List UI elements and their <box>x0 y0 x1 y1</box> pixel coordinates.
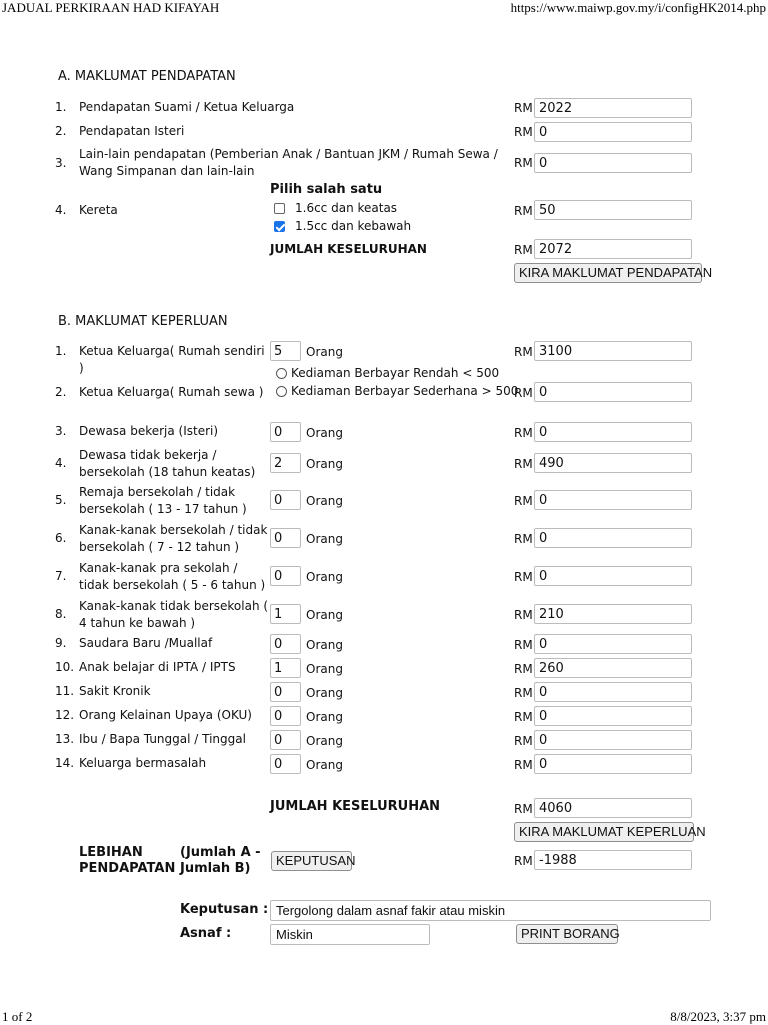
rm-label: RM <box>514 204 533 218</box>
rm-label: RM <box>514 156 533 170</box>
row-label: Kanak-kanak bersekolah / tidak bersekolah ( 7 - 12 tahun ) <box>79 523 268 554</box>
surplus-label: LEBIHAN PENDAPATAN <box>79 845 176 876</box>
rm-label: RM <box>514 345 533 359</box>
rent-option-2-label: Kediaman Berbayar Sederhana > 500 <box>291 384 519 398</box>
unit-label: Orang <box>306 734 343 748</box>
wife-income-input[interactable]: 0 <box>534 122 692 142</box>
row-label: Orang Kelainan Upaya (OKU) <box>79 708 252 722</box>
row-number: 13. <box>55 732 75 746</box>
unit-label: Orang <box>306 710 343 724</box>
row-label: Kanak-kanak tidak bersekolah ( 4 tahun ke bawah ) <box>79 599 269 630</box>
rm-label: RM <box>514 101 533 115</box>
row-number: 7. <box>55 569 67 583</box>
car-value-input[interactable]: 50 <box>534 200 692 220</box>
rm-label: RM <box>514 532 533 546</box>
rent-option-1-label: Kediaman Berbayar Rendah < 500 <box>291 366 500 380</box>
amount-input[interactable]: 0 <box>534 382 692 402</box>
amount-input[interactable]: 0 <box>534 730 692 750</box>
unit-label: Orang <box>306 532 343 546</box>
unit-label: Orang <box>306 570 343 584</box>
row-number: 2. <box>55 124 67 138</box>
row-label: Kereta <box>79 203 118 217</box>
unit-label: Orang <box>306 426 343 440</box>
rm-label: RM <box>514 426 533 440</box>
income-total-label: JUMLAH KESELURUHAN <box>270 242 427 256</box>
row-number: 10. <box>55 660 75 674</box>
row-label: Pendapatan Isteri <box>79 124 185 138</box>
unit-label: Orang <box>306 638 343 652</box>
section-b-title: B. MAKLUMAT KEPERLUAN <box>58 314 228 329</box>
row-label: Remaja bersekolah / tidak bersekolah ( 13 - 17 tahun ) <box>79 485 247 516</box>
quantity-input[interactable]: 0 <box>270 754 301 774</box>
rm-label: RM <box>514 243 533 257</box>
section-a-title: A. MAKLUMAT PENDAPATAN <box>58 69 236 84</box>
calc-income-button[interactable]: KIRA MAKLUMAT PENDAPATAN <box>514 263 702 283</box>
rm-label: RM <box>514 802 533 816</box>
car-choice-title: Pilih salah satu <box>270 182 383 197</box>
car-option-1-label: 1.6cc dan keatas <box>295 201 398 215</box>
quantity-input[interactable]: 5 <box>270 341 301 361</box>
amount-input[interactable]: 0 <box>534 422 692 442</box>
quantity-input[interactable]: 0 <box>270 528 301 548</box>
quantity-input[interactable]: 0 <box>270 682 301 702</box>
rm-label: RM <box>514 638 533 652</box>
unit-label: Orang <box>306 608 343 622</box>
amount-input[interactable]: 260 <box>534 658 692 678</box>
row-number: 12. <box>55 708 75 722</box>
quantity-input[interactable]: 2 <box>270 453 301 473</box>
amount-input[interactable]: 3100 <box>534 341 692 361</box>
row-number: 14. <box>55 756 75 770</box>
row-number: 6. <box>55 531 67 545</box>
amount-input[interactable]: 0 <box>534 682 692 702</box>
unit-label: Orang <box>306 345 343 359</box>
quantity-input[interactable]: 1 <box>270 658 301 678</box>
amount-input[interactable]: 490 <box>534 453 692 473</box>
print-footer-page: 1 of 2 <box>2 1009 33 1024</box>
quantity-input[interactable]: 0 <box>270 490 301 510</box>
rm-label: RM <box>514 494 533 508</box>
car-option-2-label: 1.5cc dan kebawah <box>295 219 412 233</box>
amount-input[interactable]: 0 <box>534 490 692 510</box>
row-label: Ketua Keluarga( Rumah sewa ) <box>79 385 264 399</box>
asnaf-label: Asnaf : <box>180 926 232 941</box>
row-number: 3. <box>55 424 67 438</box>
unit-label: Orang <box>306 457 343 471</box>
quantity-input[interactable]: 0 <box>270 422 301 442</box>
row-number: 3. <box>55 156 67 170</box>
row-label: Ketua Keluarga( Rumah sendiri ) <box>79 344 265 375</box>
amount-input[interactable]: 210 <box>534 604 692 624</box>
rm-label: RM <box>514 734 533 748</box>
rm-label: RM <box>514 570 533 584</box>
rm-label: RM <box>514 608 533 622</box>
quantity-input[interactable]: 0 <box>270 706 301 726</box>
row-number: 8. <box>55 607 67 621</box>
decision-output[interactable]: Tergolong dalam asnaf fakir atau miskin <box>270 900 711 921</box>
row-label: Kanak-kanak pra sekolah / tidak bersekolah ( 5 - 6 tahun ) <box>79 561 266 592</box>
row-label: Lain-lain pendapatan (Pemberian Anak / Bantuan JKM / Rumah Sewa / Wang Simpanan dan lain-lain <box>79 147 498 178</box>
row-number: 4. <box>55 203 67 217</box>
row-number: 5. <box>55 493 67 507</box>
surplus-input[interactable]: -1988 <box>534 850 692 870</box>
row-label: Dewasa tidak bekerja / bersekolah (18 tahun keatas) <box>79 448 256 479</box>
print-form-button[interactable]: PRINT BORANG <box>516 924 618 944</box>
row-number: 2. <box>55 385 67 399</box>
amount-input[interactable]: 0 <box>534 528 692 548</box>
row-label: Dewasa bekerja (Isteri) <box>79 424 219 438</box>
decision-label: Keputusan : <box>180 902 269 917</box>
unit-label: Orang <box>306 662 343 676</box>
quantity-input[interactable]: 1 <box>270 604 301 624</box>
rm-label: RM <box>514 457 533 471</box>
asnaf-output[interactable]: Miskin <box>270 924 430 945</box>
row-label: Keluarga bermasalah <box>79 756 207 770</box>
row-number: 9. <box>55 636 67 650</box>
needs-total-input[interactable]: 4060 <box>534 798 692 818</box>
car-option-2-checkbox[interactable] <box>274 221 285 232</box>
calc-needs-button[interactable]: KIRA MAKLUMAT KEPERLUAN <box>514 822 694 842</box>
row-number: 1. <box>55 100 67 114</box>
print-header-title: JADUAL PERKIRAAN HAD KIFAYAH <box>2 0 220 15</box>
row-label: Sakit Kronik <box>79 684 151 698</box>
row-label: Ibu / Bapa Tunggal / Tinggal <box>79 732 246 746</box>
print-footer-datetime: 8/8/2023, 3:37 pm <box>670 1009 766 1024</box>
quantity-input[interactable]: 0 <box>270 566 301 586</box>
print-header-url: https://www.maiwp.gov.my/i/configHK2014.php <box>510 0 766 15</box>
rm-label: RM <box>514 386 533 400</box>
unit-label: Orang <box>306 686 343 700</box>
row-label: Anak belajar di IPTA / IPTS <box>79 660 236 674</box>
surplus-formula: (Jumlah A - Jumlah B) <box>180 845 261 876</box>
rent-option-1-radio[interactable] <box>276 368 287 379</box>
rm-label: RM <box>514 686 533 700</box>
quantity-input[interactable]: 0 <box>270 634 301 654</box>
amount-input[interactable]: 0 <box>534 634 692 654</box>
unit-label: Orang <box>306 494 343 508</box>
row-label: Pendapatan Suami / Ketua Keluarga <box>79 100 295 114</box>
income-total-input[interactable]: 2072 <box>534 239 692 259</box>
rm-label: RM <box>514 662 533 676</box>
row-number: 4. <box>55 456 67 470</box>
husband-income-input[interactable]: 2022 <box>534 98 692 118</box>
row-number: 1. <box>55 344 67 358</box>
rm-label: RM <box>514 125 533 139</box>
rent-option-2-radio[interactable] <box>276 386 287 397</box>
needs-total-label: JUMLAH KESELURUHAN <box>270 799 441 814</box>
amount-input[interactable]: 0 <box>534 566 692 586</box>
amount-input[interactable]: 0 <box>534 754 692 774</box>
decision-button[interactable]: KEPUTUSAN <box>271 851 352 871</box>
rm-label: RM <box>514 758 533 772</box>
car-option-1-checkbox[interactable] <box>274 203 285 214</box>
row-label: Saudara Baru /Muallaf <box>79 636 213 650</box>
rm-label: RM <box>514 710 533 724</box>
amount-input[interactable]: 0 <box>534 706 692 726</box>
other-income-input[interactable]: 0 <box>534 153 692 173</box>
rm-label: RM <box>514 854 533 868</box>
quantity-input[interactable]: 0 <box>270 730 301 750</box>
unit-label: Orang <box>306 758 343 772</box>
row-number: 11. <box>55 684 75 698</box>
